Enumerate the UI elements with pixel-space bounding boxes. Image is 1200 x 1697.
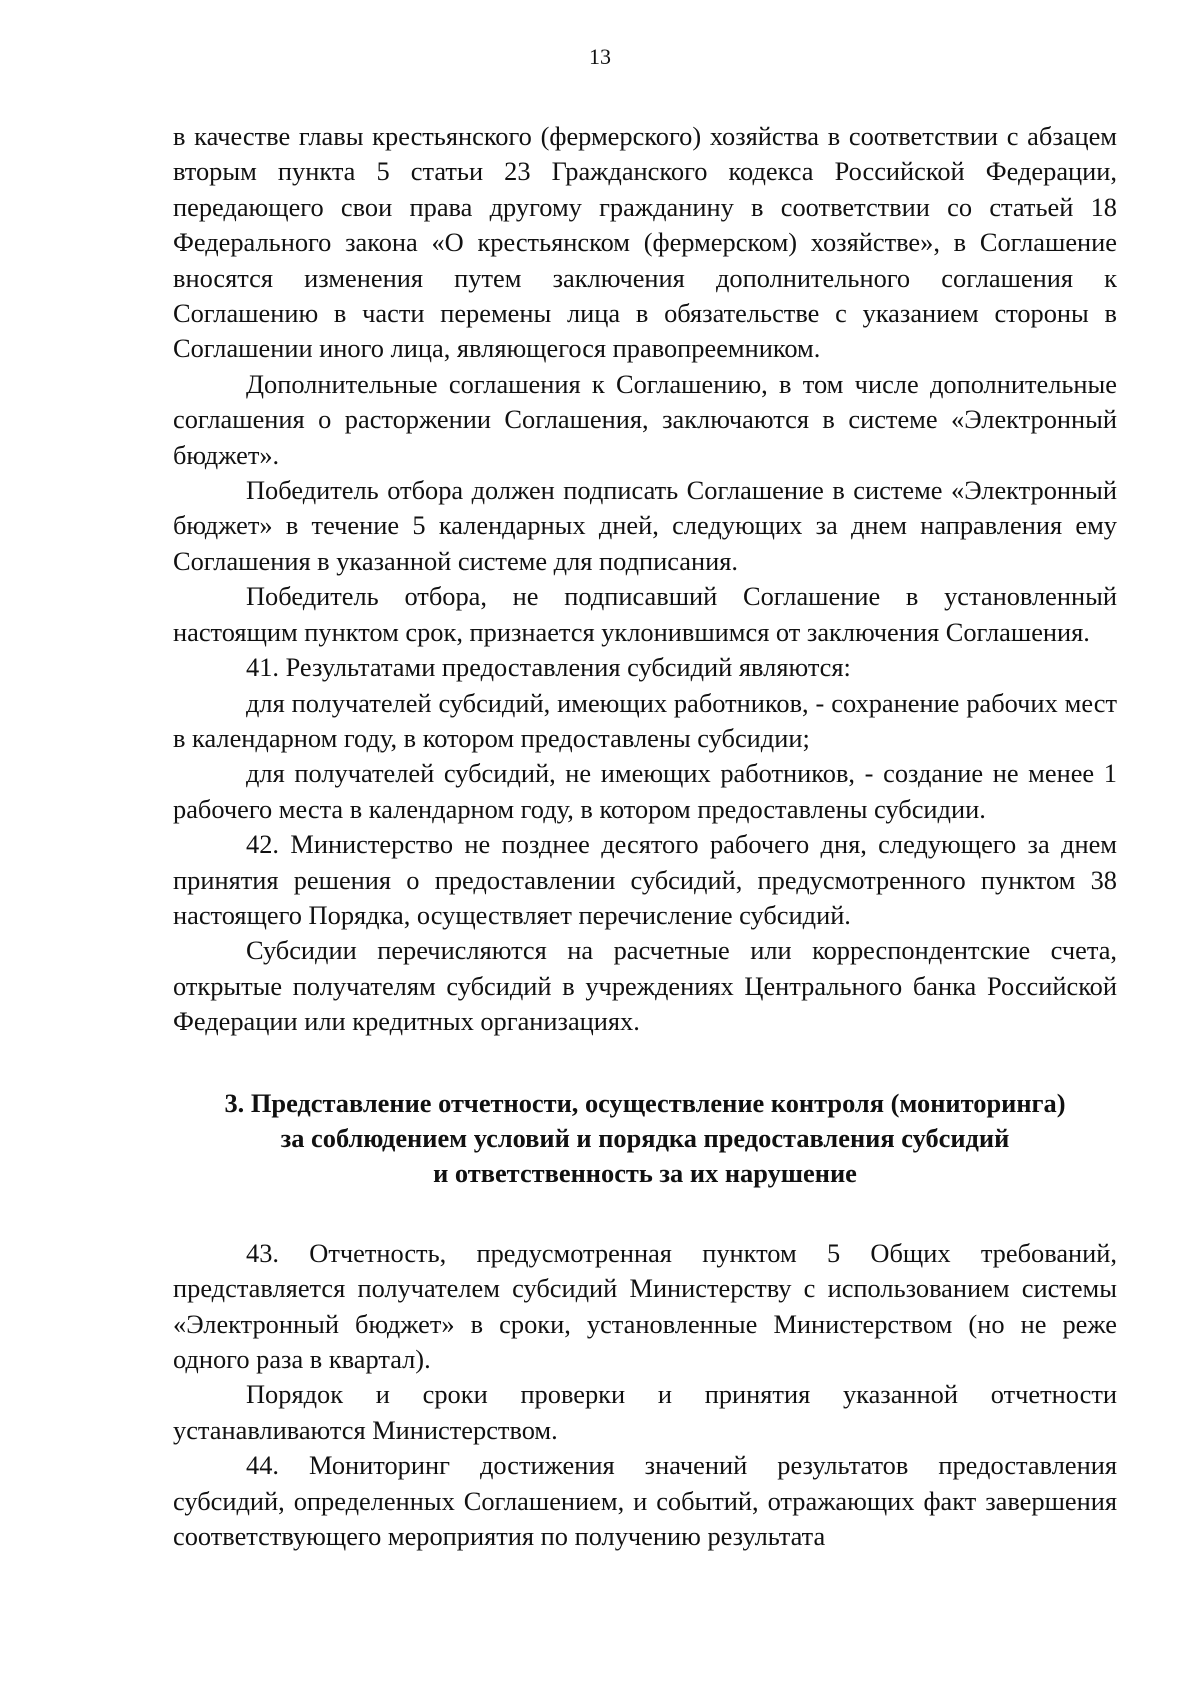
paragraph: Победитель отбора должен подписать Соглашение в системе «Электронный бюджет» в течение 5 календарных дней, следующих за днем направления ему Соглашения в указанной системе для подписания. [173,475,1117,576]
paragraphs-before-heading [173,119,1117,1040]
section-heading-line: 3. Представление отчетности, осуществление контроля (мониторинга) [224,1087,1066,1118]
paragraph: для получателей субсидий, имеющих работников, - сохранение рабочих мест в календарном году, в котором предоставлены субсидии; [173,687,1117,753]
paragraph: Победитель отбора, не подписавший Соглашение в установленный настоящим пунктом срок, признается уклонившимся от заключения Соглашения. [173,581,1117,647]
paragraph: для получателей субсидий, не имеющих работников, - создание не менее 1 рабочего места в календарном году, в котором предоставлены субсидии. [173,758,1117,824]
paragraph: 43. Отчетность, предусмотренная пунктом 5 Общих требований, представляется получателем субсидий Министерству с использованием системы «Электронный бюджет» в сроки, установленные Министерством (но не реже одного раза в квартал). [173,1237,1117,1374]
section-heading-line: и ответственность за их нарушение [433,1158,857,1189]
paragraph: в качестве главы крестьянского (фермерского) хозяйства в соответствии с абзацем вторым пункта 5 статьи 23 Гражданского кодекса Российской Федерации, передающего свои права другому гражданину в соответствии со статьей 18 Федерального закона «О крестьянском (фермерском) хозяйстве», в Соглашение вносятся изменения путем заключения дополнительного соглашения к Соглашению в части перемены лица в обязательстве с указанием стороны в Соглашении иного лица, являющегося правопреемником. [173,121,1117,364]
document-body [173,119,1117,1554]
paragraph: 42. Министерство не позднее десятого рабочего дня, следующего за днем принятия решения о предоставлении субсидий, предусмотренного пунктом 38 настоящего Порядка, осуществляет перечисление субсидий. [173,829,1117,930]
section-heading-line: за соблюдением условий и порядка предоставления субсидий [280,1122,1010,1153]
paragraph: Субсидии перечисляются на расчетные или корреспондентские счета, открытые получателям субсидий в учреждениях Центрального банка Российской Федерации или кредитных организациях. [173,935,1117,1037]
paragraph: Дополнительные соглашения к Соглашению, в том числе дополнительные соглашения о расторжении Соглашения, заключаются в системе «Электронный бюджет». [173,368,1117,470]
paragraph: 41. Результатами предоставления субсидий являются: [246,652,851,683]
paragraph: Порядок и сроки проверки и принятия указанной отчетности устанавливаются Министерством. [173,1379,1117,1445]
page-number: 13 [589,44,611,69]
paragraph: 44. Мониторинг достижения значений результатов предоставления субсидий, определенных Соглашением, и событий, отражающих факт завершения соответствующего мероприятия по получению результата [173,1450,1117,1552]
section-heading [173,1086,1117,1192]
paragraphs-after-heading [173,1236,1117,1555]
